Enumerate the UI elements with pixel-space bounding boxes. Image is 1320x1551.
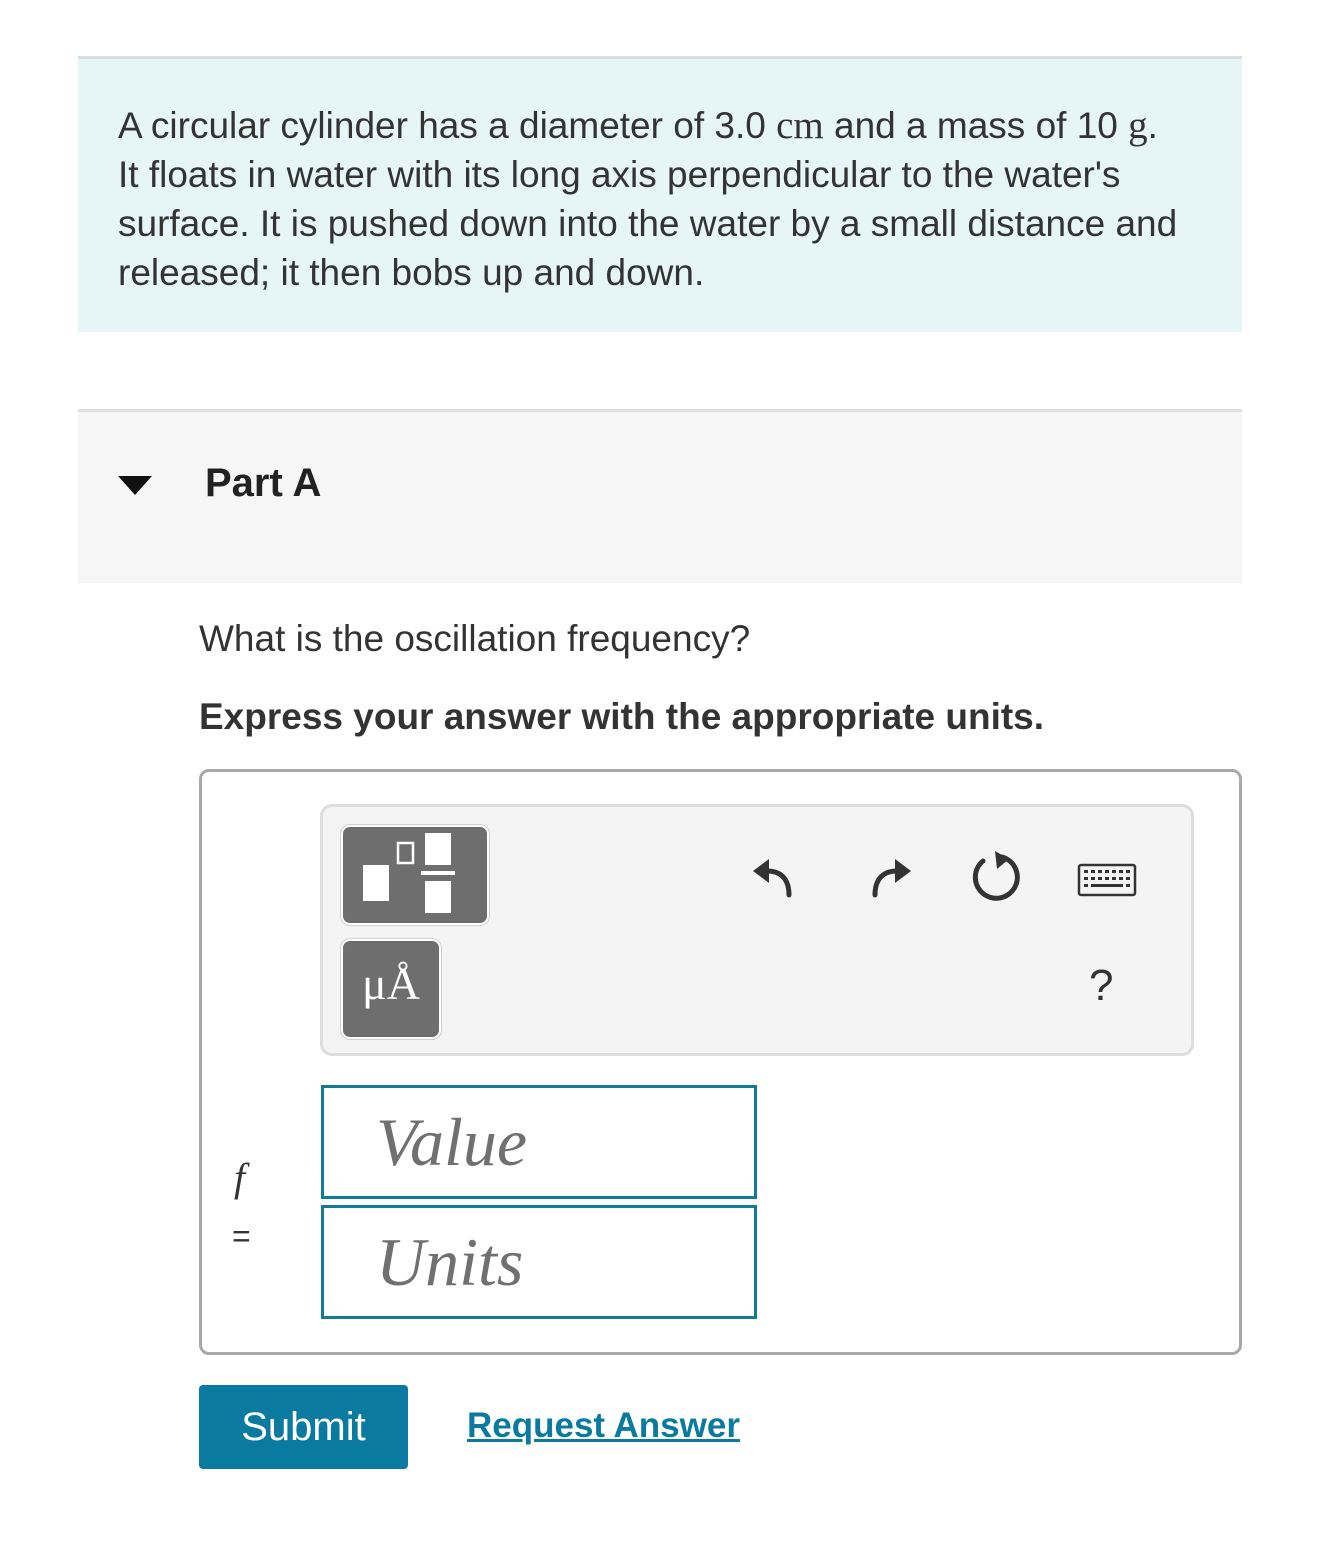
- unit-g: g: [1128, 104, 1148, 147]
- keyboard-button[interactable]: [1077, 863, 1139, 899]
- request-answer-link[interactable]: Request Answer: [467, 1406, 740, 1445]
- problem-text-part: A circular cylinder has a diameter of 3.0: [118, 105, 766, 146]
- fraction-template-icon: [341, 825, 489, 925]
- keyboard-icon: [1077, 863, 1139, 899]
- templates-button[interactable]: [341, 825, 489, 925]
- part-title: Part A: [205, 461, 322, 505]
- redo-icon: [865, 851, 915, 901]
- value-input[interactable]: Value: [321, 1085, 757, 1199]
- units-input[interactable]: Units: [321, 1205, 757, 1319]
- undo-icon: [749, 851, 799, 901]
- problem-text-part: 10: [1076, 105, 1118, 146]
- collapse-caret-icon[interactable]: [118, 476, 152, 495]
- reset-button[interactable]: [969, 849, 1023, 903]
- variable-label: f: [234, 1155, 246, 1200]
- units-label: μÅ: [362, 958, 420, 1009]
- submit-button[interactable]: Submit: [199, 1385, 408, 1469]
- problem-text: [118, 101, 1178, 297]
- undo-button[interactable]: [749, 851, 799, 901]
- math-toolbar: [320, 804, 1194, 1056]
- problem-text-part: . It floats in water with its long axis perpendicular to the water's surface. It is pushed down into the water by a small distance and released; it then bobs up and down.: [118, 105, 1178, 293]
- answer-box: [199, 769, 1242, 1355]
- part-a-header[interactable]: [78, 409, 1242, 583]
- reset-icon: [969, 849, 1023, 903]
- help-button[interactable]: ?: [1089, 961, 1114, 1010]
- equals-sign: =: [232, 1218, 251, 1254]
- question-text: What is the oscillation frequency?: [199, 618, 751, 659]
- instruction-text: Express your answer with the appropriate units.: [199, 696, 1045, 737]
- problem-statement: [78, 56, 1242, 332]
- redo-button[interactable]: [865, 851, 915, 901]
- unit-cm: cm: [776, 104, 824, 147]
- problem-text-part: and a mass of: [834, 105, 1067, 146]
- units-button[interactable]: [341, 939, 441, 1039]
